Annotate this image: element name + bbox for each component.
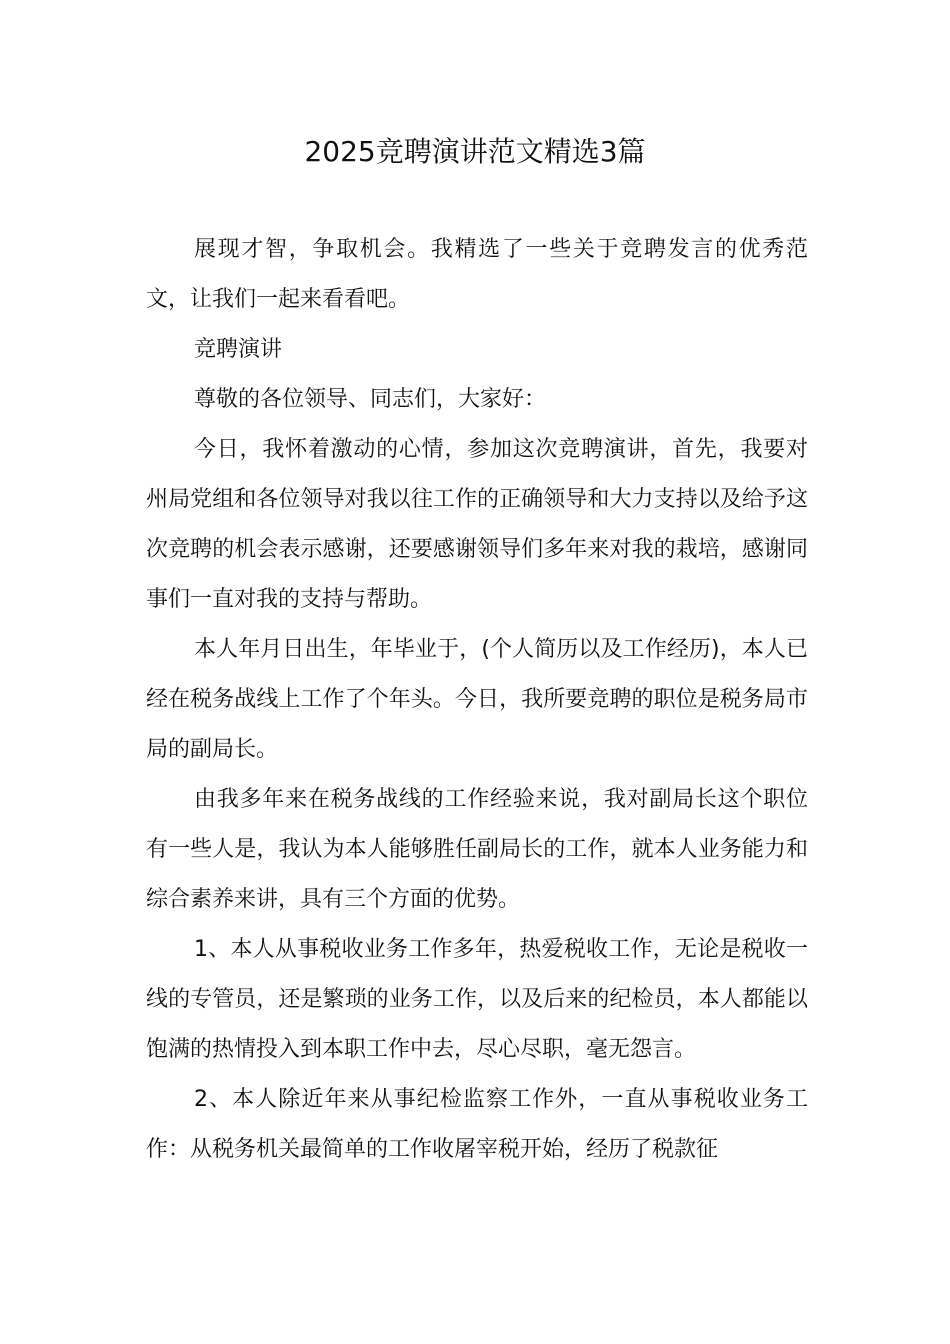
document-body — [146, 225, 808, 1175]
paragraph-profile: 本人年月日出生，年毕业于，(个人简历以及工作经历)，本人已经在税务战线上工作了个年头。今日，我所要竞聘的职位是税务局市局的副局长。 — [146, 637, 808, 762]
paragraph-point-1: 1、本人从事税收业务工作多年，热爱税收工作，无论是税收一线的专管员，还是繁琐的业务工作，以及后来的纪检员，本人都能以饱满的热情投入到本职工作中去，尽心尽职，毫无怨言。 — [146, 937, 808, 1062]
paragraph-opening: 今日，我怀着激动的心情，参加这次竞聘演讲，首先，我要对州局党组和各位领导对我以往工作的正确领导和大力支持以及给予这次竞聘的机会表示感谢，还要感谢领导们多年来对我的栽培，感谢同事们一直对我的支持与帮助。 — [146, 437, 808, 612]
paragraph-heading: 竞聘演讲 — [194, 337, 283, 362]
paragraph-point-2: 2、本人除近年来从事纪检监察工作外，一直从事税收业务工作：从税务机关最简单的工作收屠宰税开始，经历了税款征 — [146, 1087, 808, 1162]
paragraph-greeting: 尊敬的各位领导、同志们，大家好： — [194, 387, 547, 412]
document-title: 2025竞聘演讲范文精选3篇 — [304, 135, 646, 168]
paragraph-advantages: 由我多年来在税务战线的工作经验来说，我对副局长这个职位有一些人是，我认为本人能够胜任副局长的工作，就本人业务能力和综合素养来讲，具有三个方面的优势。 — [146, 787, 808, 912]
paragraph-intro: 展现才智，争取机会。我精选了一些关于竞聘发言的优秀范文，让我们一起来看看吧。 — [146, 237, 808, 312]
